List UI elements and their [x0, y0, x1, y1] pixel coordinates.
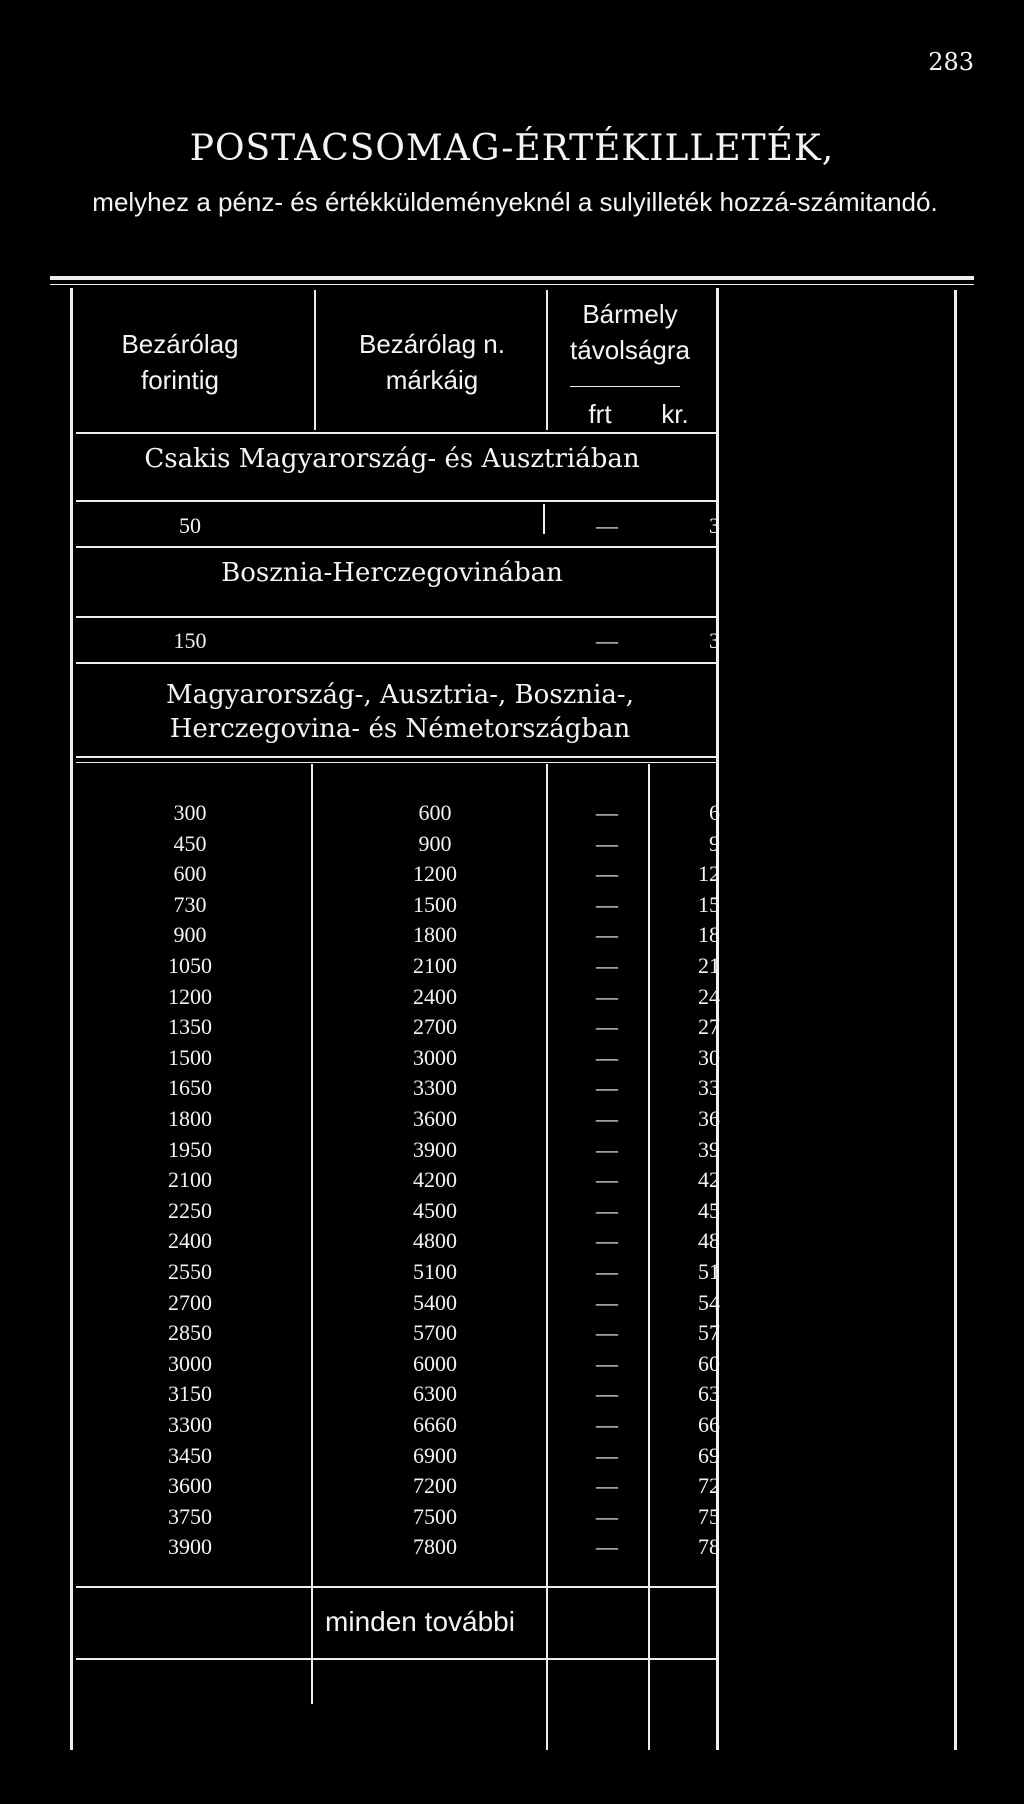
- row-mark: 2100: [413, 953, 457, 978]
- row-mark: 5700: [413, 1320, 457, 1346]
- row-dash: —: [596, 800, 618, 825]
- col-sep-forint-mark: [311, 764, 313, 1704]
- row-forint: 2400: [168, 1228, 212, 1254]
- row-forint: 3300: [168, 1412, 212, 1437]
- row-forint: 3750: [168, 1503, 212, 1529]
- row-dash: —: [596, 1320, 618, 1346]
- footer-note: minden további: [325, 1606, 515, 1637]
- page-title: POSTACSOMAG-ÉRTÉKILLETÉK,: [189, 128, 835, 169]
- row-mark: 6900: [413, 1442, 457, 1468]
- row-kr: 24: [698, 983, 720, 1009]
- row-forint: 300: [173, 800, 207, 825]
- row-mark: 7800: [413, 1534, 457, 1560]
- row-mark: 5100: [413, 1259, 457, 1284]
- section-title: Bosznia-Herczegovinában: [221, 558, 563, 588]
- row-kr: 27: [698, 1014, 720, 1040]
- row-kr: 69: [698, 1442, 720, 1468]
- header-col-sep-1: [314, 290, 316, 430]
- row-kr: 48: [698, 1228, 720, 1254]
- row-dash: —: [596, 1167, 618, 1193]
- col-sep-mark-dist: [546, 764, 548, 1750]
- header-col-forint: Bezárólag forintig: [121, 329, 239, 395]
- row-forint: 2550: [168, 1259, 212, 1284]
- header-unit-kr: kr.: [661, 399, 689, 429]
- row-kr: 36: [698, 1106, 720, 1131]
- row-forint: 3150: [168, 1381, 212, 1407]
- table-footer-rule: [76, 1658, 716, 1660]
- row-kr: 15: [698, 891, 720, 917]
- row-kr: 72: [698, 1473, 720, 1499]
- row-forint: 1500: [168, 1044, 212, 1070]
- row-dash: —: [596, 861, 618, 887]
- row-mark: 1500: [413, 891, 457, 917]
- row-forint: 3450: [168, 1442, 212, 1468]
- row-dash: —: [596, 1075, 618, 1101]
- row-forint: 730: [173, 891, 207, 917]
- row-kr: 9: [709, 830, 720, 856]
- row-kr: 63: [698, 1381, 720, 1407]
- row-kr: 75: [698, 1503, 720, 1529]
- header-unit-frt: frt: [588, 399, 612, 429]
- row-dash: —: [596, 1136, 618, 1162]
- row-kr: 45: [698, 1197, 720, 1223]
- section-kr: 3: [709, 628, 720, 653]
- row-dash: —: [596, 1503, 618, 1529]
- row-kr: 51: [698, 1259, 720, 1284]
- row-mark: 6000: [413, 1350, 457, 1376]
- row-forint: 1800: [168, 1106, 212, 1131]
- section-title: Magyarország-, Ausztria-, Bosznia-, Herczegovina- és Németországban: [166, 680, 634, 744]
- row-dash: —: [596, 953, 618, 978]
- row-kr: 57: [698, 1320, 720, 1346]
- section-rule: [76, 756, 716, 758]
- table-top-rule-thin: [50, 284, 974, 285]
- header-col-mark: Bezárólag n. márkáig: [359, 329, 505, 395]
- row-kr: 6: [709, 800, 720, 825]
- row-mark: 5400: [413, 1289, 457, 1315]
- row-forint: 450: [173, 830, 207, 856]
- header-unit-rule: [570, 386, 680, 387]
- row-kr: 12: [698, 861, 720, 887]
- table-left-border: [70, 288, 73, 1750]
- table-top-rule: [50, 276, 974, 280]
- row-forint: 3900: [168, 1534, 212, 1560]
- row-kr: 39: [698, 1136, 720, 1162]
- row-mark: 3300: [413, 1075, 457, 1101]
- row-mark: 3000: [413, 1044, 457, 1070]
- section-rule: [76, 500, 716, 502]
- row-mark: 7200: [413, 1473, 457, 1499]
- section-col-sep: [543, 504, 545, 534]
- row-forint: 900: [173, 922, 207, 948]
- row-mark: 4500: [413, 1197, 457, 1223]
- row-mark: 6300: [413, 1381, 457, 1407]
- row-kr: 60: [698, 1350, 720, 1376]
- row-kr: 66: [698, 1412, 720, 1437]
- row-mark: 4200: [413, 1167, 457, 1193]
- header-col-distance: Bármely távolságra: [570, 299, 690, 365]
- row-dash: —: [596, 1350, 618, 1376]
- row-forint: 3600: [168, 1473, 212, 1499]
- row-forint: 1050: [168, 953, 212, 978]
- row-mark: 4800: [413, 1228, 457, 1254]
- section-title: Csakis Magyarország- és Ausztriában: [144, 444, 640, 474]
- row-dash: —: [596, 922, 618, 948]
- row-kr: 42: [698, 1167, 720, 1193]
- row-dash: —: [596, 891, 618, 917]
- row-dash: —: [596, 1442, 618, 1468]
- header-col-sep-2: [546, 290, 548, 430]
- row-kr: 18: [698, 922, 720, 948]
- row-kr: 33: [698, 1075, 720, 1101]
- row-dash: —: [596, 1014, 618, 1040]
- row-dash: —: [596, 1534, 618, 1560]
- col-sep-frt-kr: [648, 764, 650, 1750]
- section-kr: 3: [709, 513, 720, 538]
- row-dash: —: [596, 1228, 618, 1254]
- row-dash: —: [596, 1473, 618, 1499]
- row-mark: 2700: [413, 1014, 457, 1040]
- row-dash: —: [596, 983, 618, 1009]
- row-kr: 30: [698, 1044, 720, 1070]
- row-dash: —: [596, 1289, 618, 1315]
- row-forint: 1350: [168, 1014, 212, 1040]
- row-forint: 1200: [168, 983, 212, 1009]
- section-rule: [76, 662, 716, 664]
- row-mark: 1200: [413, 861, 457, 887]
- table-bottom-rule: [76, 1586, 716, 1588]
- section-forint: 150: [173, 628, 207, 653]
- table-outer-border: [954, 290, 957, 1750]
- row-dash: —: [596, 1044, 618, 1070]
- row-mark: 7500: [413, 1503, 457, 1529]
- section-forint: 50: [179, 513, 201, 538]
- row-forint: 1650: [168, 1075, 212, 1101]
- row-forint: 2700: [168, 1289, 212, 1315]
- section-dash: —: [596, 628, 618, 653]
- section-rule-thin: [76, 762, 716, 763]
- row-mark: 600: [418, 800, 452, 825]
- row-kr: 21: [698, 953, 720, 978]
- row-mark: 6660: [413, 1412, 457, 1437]
- row-forint: 2250: [168, 1197, 212, 1223]
- row-forint: 2100: [168, 1167, 212, 1193]
- row-forint: 1950: [168, 1136, 212, 1162]
- row-dash: —: [596, 830, 618, 856]
- section-dash: —: [596, 513, 618, 538]
- row-dash: —: [596, 1197, 618, 1223]
- row-mark: 2400: [413, 983, 457, 1009]
- row-dash: —: [596, 1106, 618, 1131]
- row-dash: —: [596, 1412, 618, 1437]
- row-mark: 1800: [413, 922, 457, 948]
- row-dash: —: [596, 1381, 618, 1407]
- row-kr: 54: [698, 1289, 720, 1315]
- row-mark: 3600: [413, 1106, 457, 1131]
- section-rule: [76, 546, 716, 548]
- subtitle: melyhez a pénz- és értékküldeményeknél a sulyilleték hozzá-számitandó.: [92, 187, 938, 217]
- section-rule: [76, 616, 716, 618]
- row-forint: 600: [173, 861, 207, 887]
- header-bottom-rule: [76, 432, 716, 434]
- row-mark: 3900: [413, 1136, 457, 1162]
- row-forint: 2850: [168, 1320, 212, 1346]
- row-kr: 78: [698, 1534, 720, 1560]
- row-forint: 3000: [168, 1350, 212, 1376]
- row-mark: 900: [418, 830, 452, 856]
- page-number: 283: [928, 48, 974, 76]
- row-dash: —: [596, 1259, 618, 1284]
